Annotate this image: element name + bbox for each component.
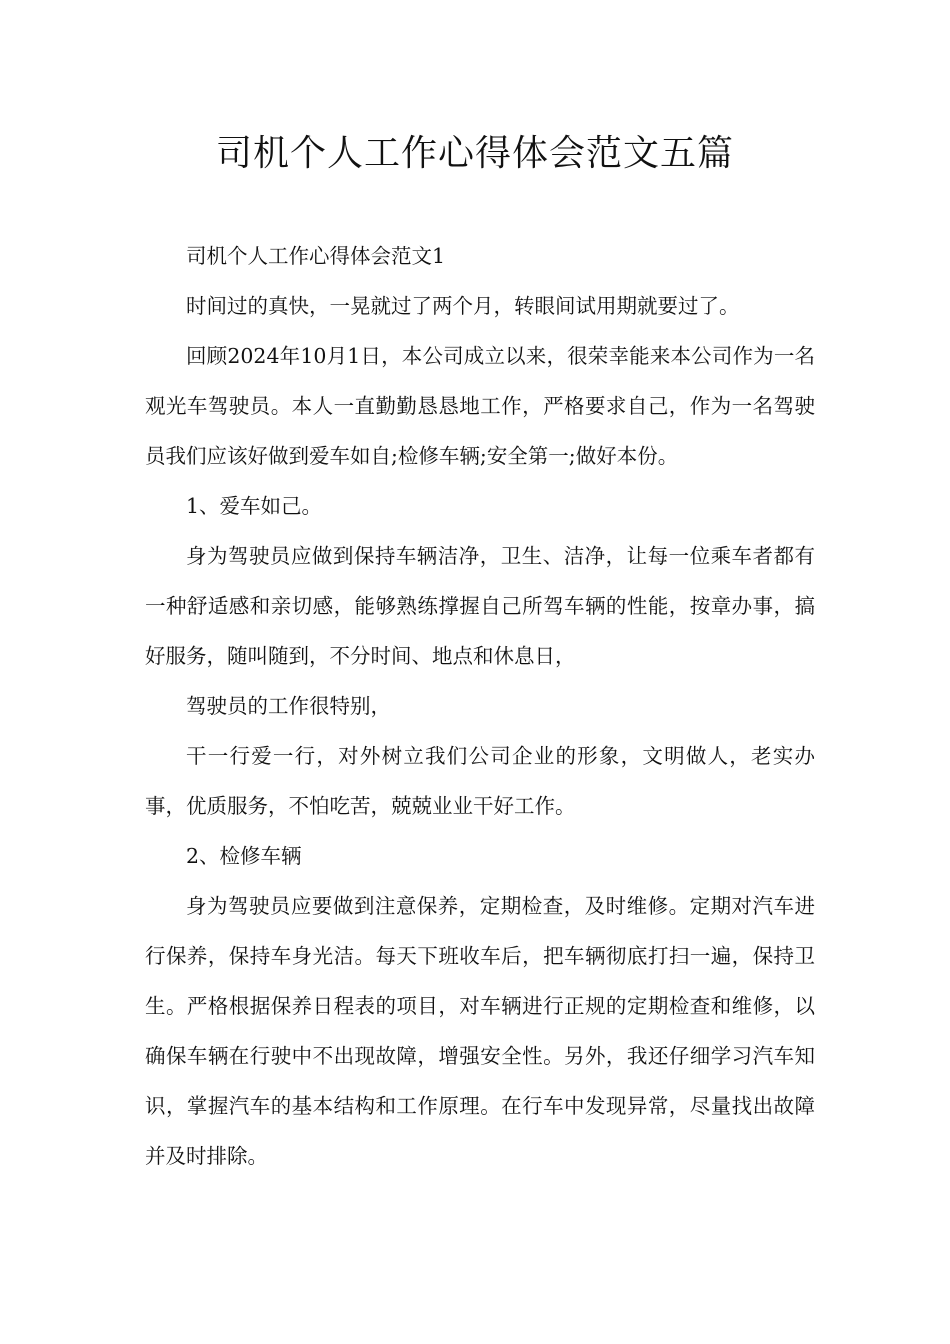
section-heading-1: 司机个人工作心得体会范文1 — [186, 244, 446, 268]
subheading-inspect-vehicle: 2、检修车辆 — [186, 844, 302, 868]
paragraph: 干一行爱一行，对外树立我们公司企业的形象，文明做人，老实办事，优质服务，不怕吃苦，兢兢业业干好工作。 — [145, 744, 815, 818]
paragraph: 时间过的真快，一晃就过了两个月，转眼间试用期就要过了。 — [186, 294, 740, 318]
document-body — [145, 231, 815, 1181]
paragraph: 驾驶员的工作很特别， — [186, 694, 391, 718]
paragraph: 身为驾驶员应做到保持车辆洁净，卫生、洁净，让每一位乘车者都有一种舒适感和亲切感，能够熟练撑握自己所驾车辆的性能，按章办事，搞好服务，随叫随到，不分时间、地点和休息日， — [145, 544, 815, 668]
paragraph: 身为驾驶员应要做到注意保养，定期检查，及时维修。定期对汽车进行保养，保持车身光洁。每天下班收车后，把车辆彻底打扫一遍，保持卫生。严格根据保养日程表的项目，对车辆进行正规的定期检查和维修，以确保车辆在行驶中不出现故障，增强安全性。另外，我还仔细学习汽车知识，掌握汽车的基本结构和工作原理。在行车中发现异常，尽量找出故障并及时排除。 — [145, 894, 815, 1168]
subheading-love-car: 1、爱车如己。 — [186, 494, 323, 518]
paragraph: 回顾2024年10月1日，本公司成立以来，很荣幸能来本公司作为一名观光车驾驶员。本人一直勤勤恳恳地工作，严格要求自己，作为一名驾驶员我们应该好做到爱车如自;检修车辆;安全第一;做好本份。 — [145, 344, 815, 468]
document-title: 司机个人工作心得体会范文五篇 — [215, 133, 734, 174]
